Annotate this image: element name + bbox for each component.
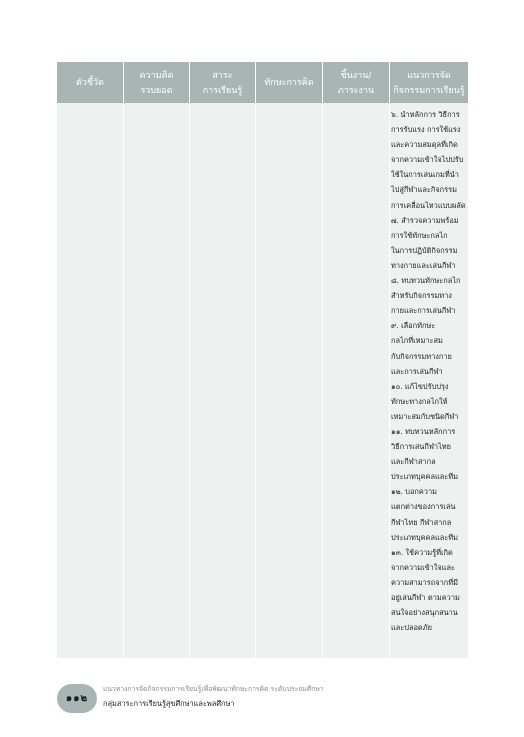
header-activity-line1: แนวการจัด — [407, 70, 451, 81]
activity-line: ทักษะทางกลไกให้ — [391, 396, 448, 406]
activity-line: ความสามารถจากที่มี — [391, 577, 458, 587]
activity-line: และปลอดภัย — [391, 623, 432, 633]
activity-line: ในการปฏิบัติกิจกรรม — [391, 245, 458, 255]
footer-subject-group: กลุ่มสาระการเรียนรู้สุขศึกษาและพลศึกษา — [103, 699, 235, 708]
header-indicator-text: ตัวชี้วัด — [76, 78, 104, 88]
header-thinking-skill — [256, 62, 322, 103]
activity-line: แตกต่างของการเล่น — [391, 502, 456, 512]
activity-line: การใช้ทักษะกลไก — [391, 230, 448, 240]
page-number: ๑๑๒ — [65, 693, 89, 704]
activity-line: วิธีการเล่นกีฬาไทย — [391, 442, 451, 452]
activity-line: และการเล่นกีฬา — [391, 366, 443, 376]
activity-line: ๑๐. แก้ไขปรับปรุง — [391, 381, 449, 391]
header-thinking-skill-text: ทักษะการคิด — [264, 78, 314, 88]
activity-line: และกีฬาสากล — [391, 457, 436, 467]
header-workpiece-line1: ชิ้นงาน/ — [340, 70, 372, 81]
header-activity — [390, 62, 468, 103]
activity-line: กลไกที่เหมาะสม — [391, 336, 443, 346]
header-workpiece-line2: ภาระงาน — [337, 85, 375, 96]
header-content-line1: สาระ — [212, 70, 233, 81]
header-concept-line2: รวบยอด — [140, 85, 173, 96]
column-divider — [123, 62, 124, 658]
column-divider — [189, 62, 190, 658]
activity-line: จากความเข้าใจไปปรับ — [391, 155, 464, 165]
activity-line: ๑๑. ทบทวนหลักการ — [391, 426, 456, 436]
activity-line: อยู่เล่นกีฬา ตามความ — [391, 593, 460, 602]
header-indicator — [57, 62, 123, 103]
curriculum-table — [57, 62, 468, 658]
activity-line: ใช้ในการเล่นเกมที่นำ — [391, 170, 459, 180]
activity-line: สำหรับกิจกรรมทาง — [391, 291, 452, 301]
activity-line: ประเภทบุคคลและทีม — [391, 472, 459, 482]
activity-line: การรับแรง การใช้แรง — [391, 125, 461, 135]
header-workpiece — [323, 62, 389, 103]
activity-line: กีฬาไทย กีฬาสากล — [391, 517, 452, 527]
activity-line: ทางกายและเล่นกีฬา — [391, 260, 456, 270]
header-content — [190, 62, 255, 103]
header-concept-line1: ความคิด — [139, 70, 174, 81]
activity-line: เหมาะสมกับชนิดกีฬา — [391, 411, 459, 421]
page-number-badge — [57, 684, 97, 713]
header-activity-line2: กิจกรรมการเรียนรู้ — [393, 85, 465, 96]
activity-line: ๘. ทบทวนทักษะกลไก — [391, 276, 461, 286]
activity-line: ๙. เลือกทักษะ — [391, 321, 436, 331]
activity-line: ไปสู่กีฬาและกิจกรรม — [391, 185, 457, 195]
activity-line: กับกิจกรรมทางกาย — [391, 351, 452, 361]
header-content-line2: การเรียนรู้ — [202, 85, 243, 96]
activity-line: จากความเข้าใจและ — [391, 562, 456, 572]
column-divider — [322, 62, 323, 658]
activity-line: ๖. นำหลักการ วิธีการ — [391, 110, 460, 119]
activity-line: ๑๓. ใช้ความรู้ที่เกิด — [391, 547, 453, 557]
activity-cell — [391, 107, 467, 635]
footer-book-title: แนวทางการจัดกิจกรรมการเรียนรู้เพื่อพัฒนาทักษะการคิด ระดับประถมศึกษา — [103, 685, 324, 693]
activity-line: การเคลื่อนไหวแบบผลัด — [391, 200, 466, 210]
header-concept — [124, 62, 189, 103]
activity-line: ประเภทบุคคลและทีม — [391, 532, 459, 542]
activity-line: ๑๒. บอกความ — [391, 487, 437, 497]
column-divider — [255, 62, 256, 658]
activity-line: ๗. สำรวจความพร้อม — [391, 215, 459, 225]
column-divider — [389, 62, 390, 658]
activity-line: กายและการเล่นกีฬา — [391, 306, 456, 316]
activity-line: และความสมดุลที่เกิด — [391, 140, 458, 150]
activity-line: สนใจอย่างสนุกสนาน — [391, 608, 458, 618]
